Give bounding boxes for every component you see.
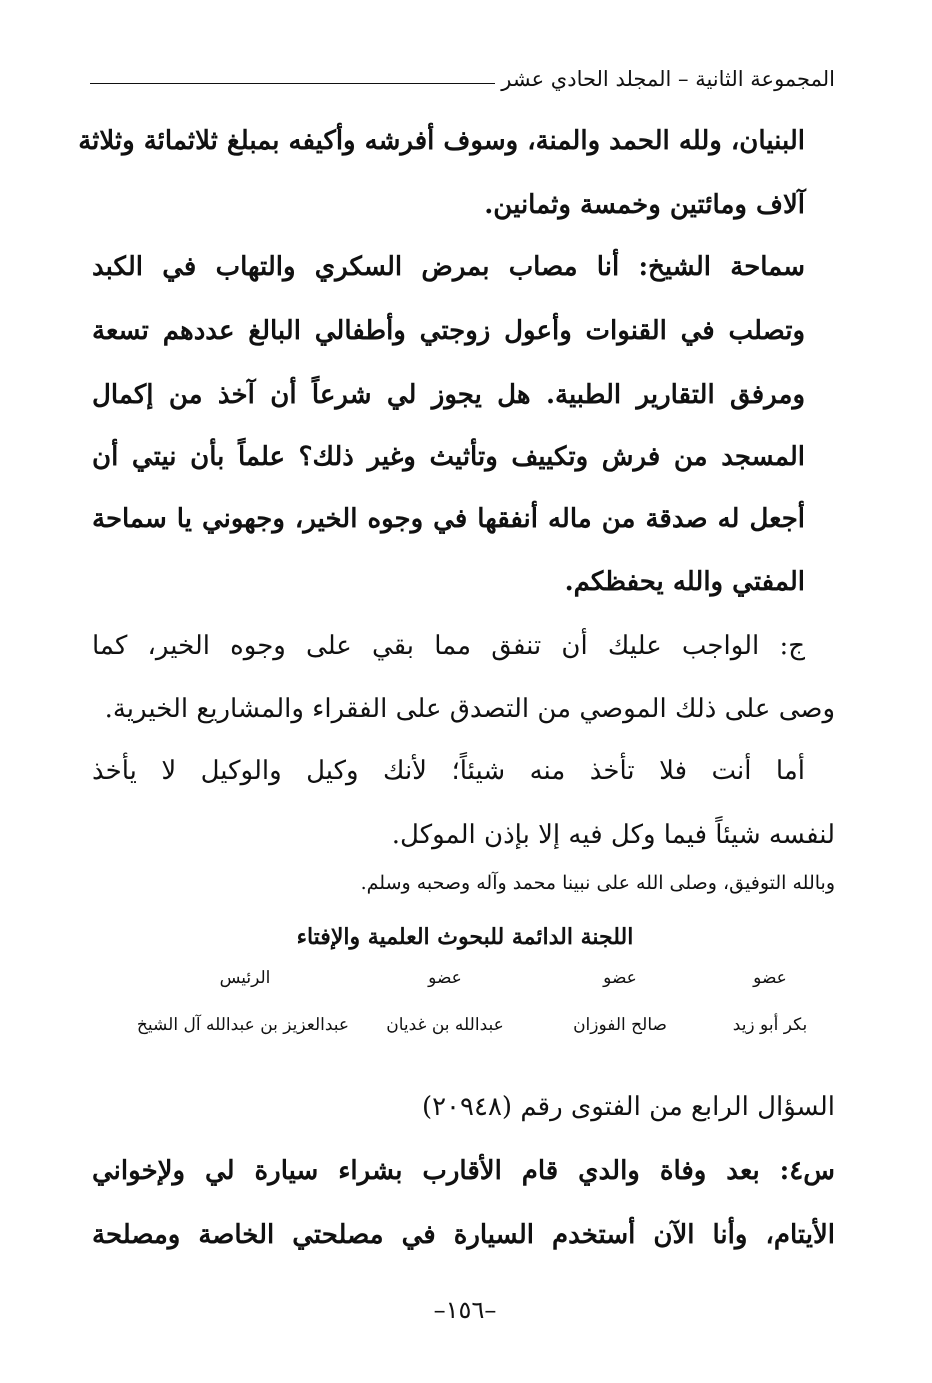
text-line: سماحة الشيخ: أنا مصاب بمرض السكري والتهاب في الكبد — [92, 252, 805, 282]
signatory-name: عبدالله بن غديان — [386, 1015, 504, 1035]
text-line: البنيان، ولله الحمد والمنة، وسوف أفرشه وأكيفه بمبلغ ثلاثمائة وثلاثة — [78, 126, 805, 156]
answer-line: لنفسه شيئاً فيما وكل فيه إلا بإذن الموكل. — [391, 820, 835, 850]
signatory-name: بكر أبو زيد — [732, 1015, 808, 1035]
header-title: المجموعة الثانية – المجلد الحادي عشر — [501, 67, 835, 91]
question-line: الأيتام، وأنا الآن أستخدم السيارة في مصلحتي الخاصة ومصلحة — [92, 1220, 835, 1250]
text-line: وتصلب في القنوات وأعول زوجتي وأطفالي البالغ عددهم تسعة — [92, 316, 805, 346]
signatory-role: عضو — [603, 968, 637, 988]
text-line: أجعل له صدقة من ماله أنفقها في وجوه الخير، وجهوني يا سماحة — [92, 504, 805, 534]
text-line: آلاف ومائتين وخمسة وثمانين. — [484, 190, 805, 220]
header-rule — [90, 83, 495, 84]
closing-formula: وبالله التوفيق، وصلى الله على نبينا محمد وآله وصحبه وسلم. — [360, 872, 835, 894]
page-number: –١٥٦– — [433, 1296, 497, 1324]
running-header — [90, 62, 835, 96]
signatory-role: عضو — [753, 968, 787, 988]
question-line: س٤: بعد وفاة والدي قام الأقارب بشراء سيارة لي ولإخواني — [92, 1156, 835, 1186]
answer-line: أما أنت فلا تأخذ منه شيئاً؛ لأنك وكيل والوكيل لا يأخذ — [92, 756, 805, 786]
signatory-name: عبدالعزيز بن عبدالله آل الشيخ — [136, 1015, 350, 1035]
answer-line: ج: الواجب عليك أن تنفق مما بقي على وجوه الخير، كما — [92, 631, 805, 661]
signatory-name: صالح الفوزان — [573, 1015, 667, 1035]
text-line: المسجد من فرش وتكييف وتأثيث وغير ذلك؟ علماً بأن نيتي أن — [92, 442, 805, 472]
question-heading: السؤال الرابع من الفتوى رقم (٢٠٩٤٨) — [421, 1092, 835, 1122]
text-line: ومرفق التقارير الطبية. هل يجوز لي شرعاً أن آخذ من إكمال — [92, 380, 805, 410]
answer-line: وصى على ذلك الموصي من التصدق على الفقراء والمشاريع الخيرية. — [104, 694, 835, 724]
signatory-role: عضو — [428, 968, 462, 988]
signatory-role: الرئيس — [219, 968, 271, 988]
text-line: المفتي والله يحفظكم. — [564, 567, 805, 597]
committee-name: اللجنة الدائمة للبحوث العلمية والإفتاء — [296, 924, 634, 950]
